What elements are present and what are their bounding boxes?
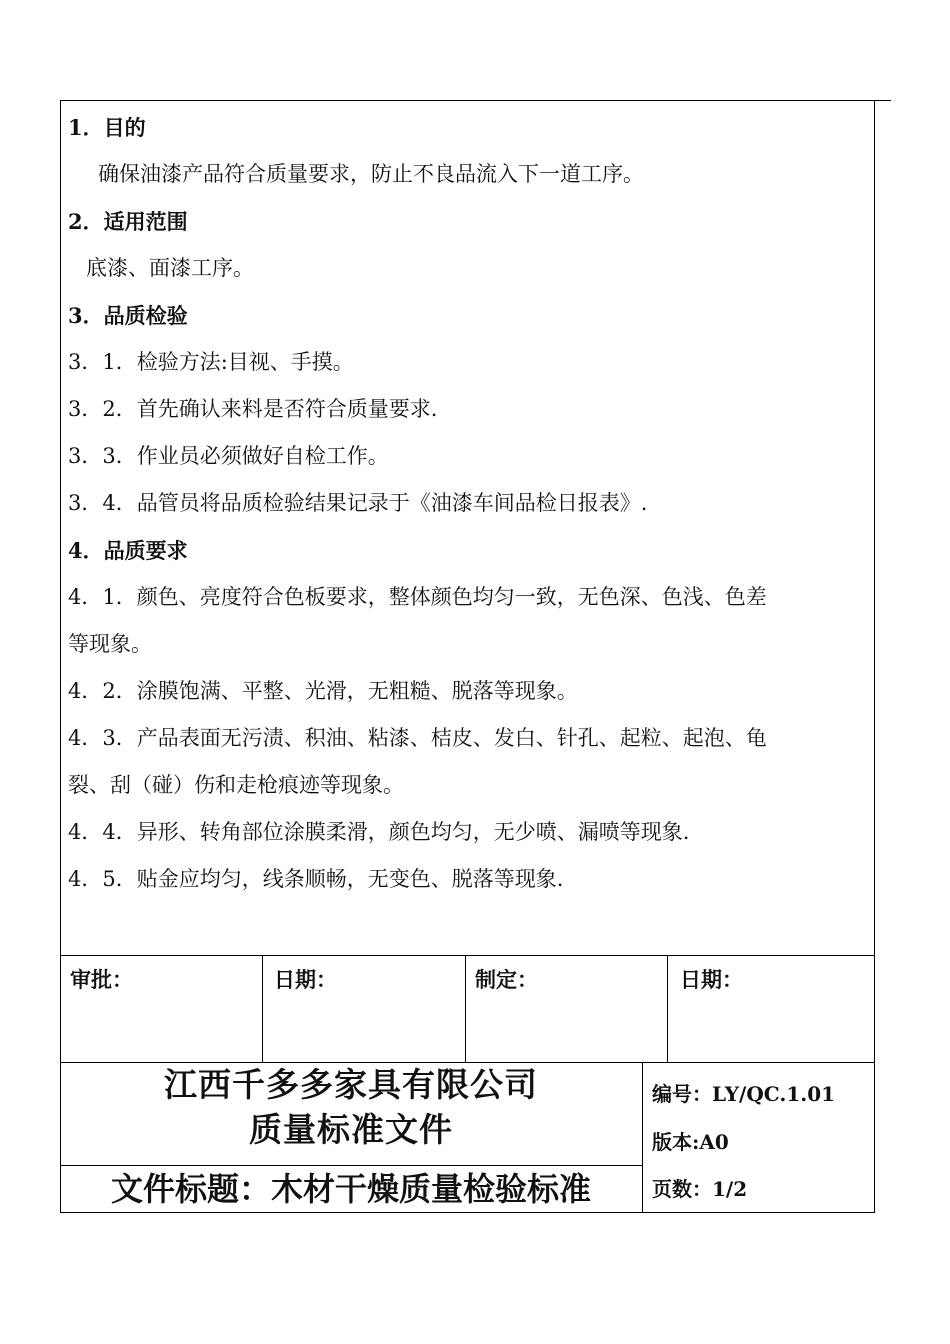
section-2-text: 底漆、面漆工序。: [86, 256, 254, 280]
approve-label: 审批：: [70, 967, 133, 992]
date-label: 日期：: [274, 967, 337, 992]
section-4-item: 4．1．颜色、亮度符合色板要求，整体颜色均匀一致，无色深、色浅、色差: [68, 585, 767, 609]
section-4-heading: 4．品质要求: [68, 538, 188, 563]
section-2-heading: 2．适用范围: [68, 209, 188, 234]
section-4-item: 4．3．产品表面无污渍、积油、粘漆、桔皮、发白、针孔、起粒、起泡、龟: [68, 726, 767, 750]
signoff-divider: [262, 955, 263, 1062]
document-title: 文件标题：木材干燥质量检验标准: [110, 1170, 591, 1208]
section-1-text: 确保油漆产品符合质量要求，防止不良品流入下一道工序。: [98, 162, 644, 186]
signoff-top-rule: [60, 955, 875, 956]
date-label: 日期：: [680, 967, 743, 992]
section-4-item: 4．4．异形、转角部位涂膜柔滑，颜色均匀，无少喷、漏喷等现象.: [68, 820, 690, 844]
corner-rule: [875, 100, 891, 101]
company-block: [60, 1062, 642, 1152]
section-4-item: 4．5．贴金应均匀，线条顺畅，无变色、脱落等现象.: [68, 867, 564, 891]
section-3-item: 3．3．作业员必须做好自检工作。: [68, 444, 389, 468]
doc-number: 编号：LY/QC.1.01: [652, 1082, 836, 1106]
section-1-heading: 1．目的: [68, 115, 146, 140]
signoff-divider: [667, 955, 668, 1062]
section-4-item: 等现象。: [68, 632, 152, 656]
section-4-item: 裂、刮（碰）伤和走枪痕迹等现象。: [68, 773, 404, 797]
section-3-item: 3．2．首先确认来料是否符合质量要求.: [68, 397, 438, 421]
section-3-heading: 3．品质检验: [68, 303, 188, 328]
section-3-item: 3．1．检验方法:目视、手摸。: [68, 350, 354, 374]
titleblock-divider: [642, 1062, 643, 1213]
prepare-label: 制定：: [475, 967, 538, 992]
doc-version: 版本:A0: [652, 1130, 729, 1154]
doc-pages: 页数：1/2: [652, 1177, 748, 1201]
section-4-item: 4．2．涂膜饱满、平整、光滑，无粗糙、脱落等现象。: [68, 679, 578, 703]
section-3-item: 3．4．品管员将品质检验结果记录于《油漆车间品检日报表》.: [68, 491, 648, 515]
company-name: 江西千多多家具有限公司: [164, 1065, 538, 1104]
signoff-divider: [465, 955, 466, 1062]
doc-type: 质量标准文件: [249, 1110, 453, 1149]
